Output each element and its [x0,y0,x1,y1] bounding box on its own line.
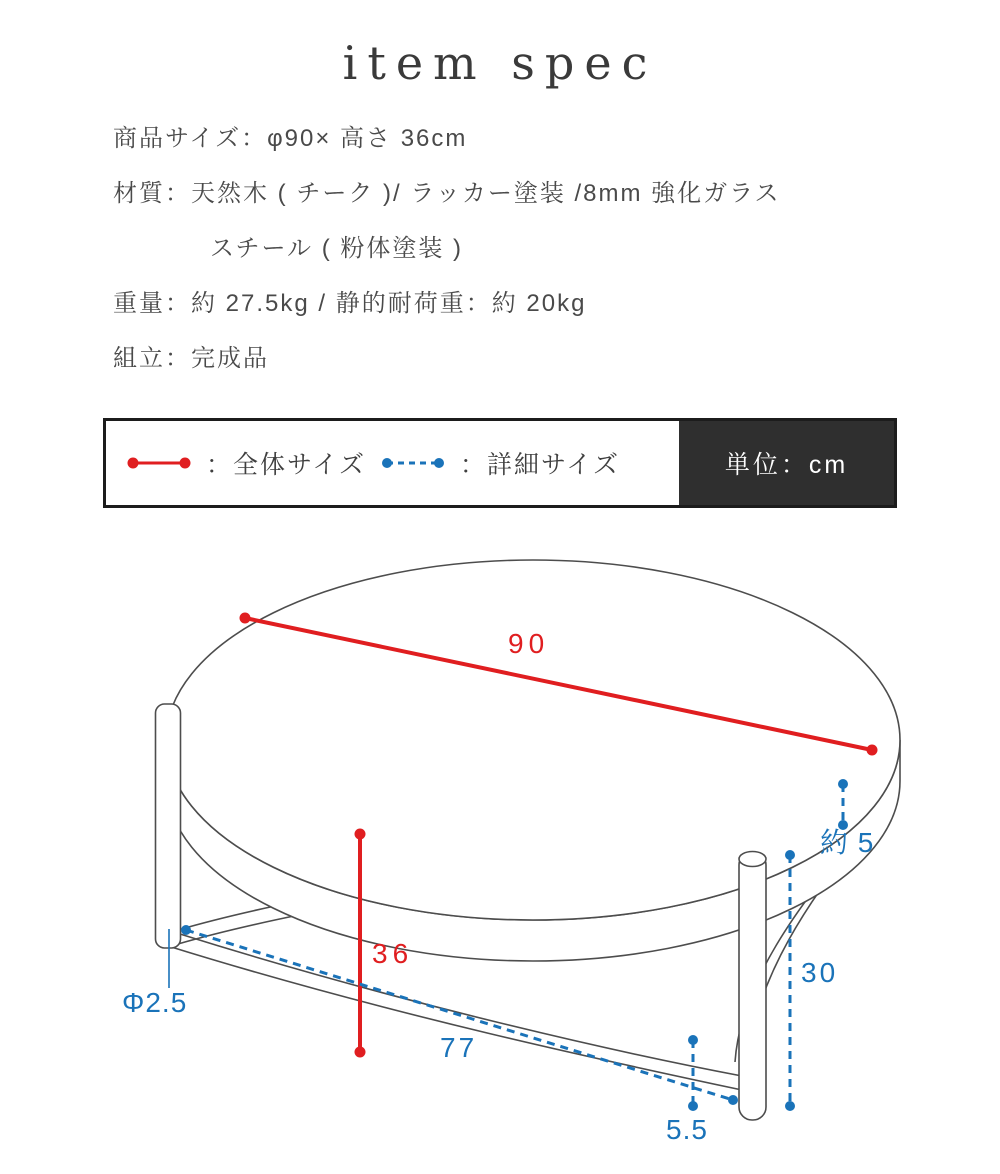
right-leg-top-cap [739,852,766,867]
overall-size-label: ：全体サイズ [206,451,367,479]
spec-line-size: 商品サイズ：φ90× 高さ 36cm [113,125,468,152]
dimension-label-leg-span: 77 [440,1032,478,1063]
dimension-label-leg-bottom-inset: 5.5 [666,1114,708,1145]
dimension-label-top-thickness: 約 5 [820,827,875,858]
left-leg [156,704,181,948]
spec-line-material: 材質：天然木 ( チーク )/ ラッカー塗装 /8mm 強化ガラス [113,180,781,207]
detail-size-label: ：詳細サイズ [460,451,621,479]
unit-badge: 単位：cm [679,421,894,505]
spec-line-assembly: 組立：完成品 [113,345,269,372]
dimension-label-leg-diameter: Φ2.5 [122,987,188,1018]
dimension-label-top-diameter: 90 [508,628,550,659]
spec-line-weight: 重量：約 27.5kg / 静的耐荷重：約 20kg [113,290,587,317]
dimension-label-total-height: 36 [372,938,414,969]
spec-line-material-2: スチール ( 粉体塗装 ) [210,235,464,262]
page-title: item spec [342,36,658,90]
dimension-label-leg-height: 30 [801,957,839,988]
right-leg [739,852,766,1120]
